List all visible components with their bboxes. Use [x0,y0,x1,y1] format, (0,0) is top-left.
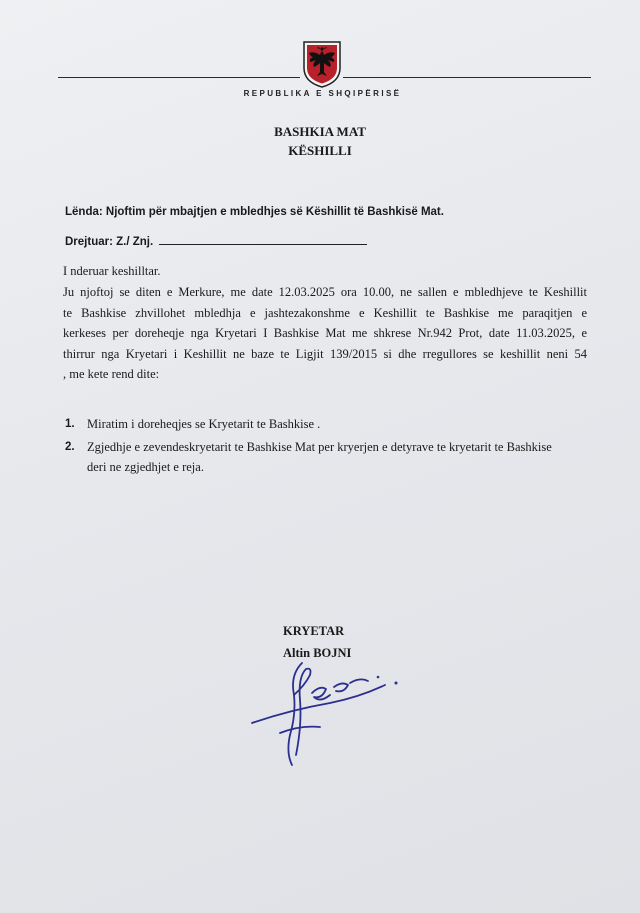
paragraph-line: thirrur nga Kryetari i Keshillit ne baze te Ligjit 139/2015 si dhe rregullores se keshillit neni 54 [63,346,587,361]
signatory-title: KRYETAR [283,624,345,638]
letter-paragraph [63,282,587,385]
council-name: KËSHILLI [288,143,352,158]
addressee-label: Drejtuar: Z./ Znj. [65,236,154,248]
agenda-item-text: Miratim i doreheqjes se Kryetarit te Bashkise . [87,417,321,431]
agenda-item [65,414,585,435]
paragraph-line: te Bashkise zhvillohet mbledhja e jashtezakonshme e Keshillit te Bashkise me paraqitjen e [63,305,587,320]
greeting: I nderuar keshilltar. [63,264,161,278]
addressee-line [65,234,367,248]
paragraph-line: kerkeses per doreheqje nga Kryetari I Bashkise Mat me shkrese Nr.942 Prot, date 11.03.2025, e [63,326,587,340]
agenda-item-text: Zgjedhje e zevendeskryetarit te Bashkise Mat per kryerjen e detyrave te kryetarit te Bashkise deri ne zgjedhjet e reja. [87,439,552,474]
handwritten-signature [250,655,410,770]
header-rule-left [58,77,300,78]
agenda-item-number: 2. [65,440,75,453]
addressee-blank-field [159,234,367,245]
republic-caption: REPUBLIKA E SHQIPËRISË [243,89,402,98]
albanian-emblem-icon [300,38,344,88]
header-rule-right [343,77,591,78]
agenda-item-number: 1. [65,418,75,430]
paragraph-line: , me kete rend dite: [63,367,160,381]
subject-line: Lënda: Njoftim për mbajtjen e mbledhjes së Këshillit të Bashkisë Mat. [65,206,444,218]
agenda-item [65,437,567,478]
signatory-name: Altin BOJNI [283,646,352,660]
agenda-list [65,414,585,480]
institution-name: BASHKIA MAT [274,124,366,139]
paragraph-line: Ju njoftoj se diten e Merkure, me date 12.03.2025 ora 10.00, ne sallen e mbledhjeve te Keshillit [63,285,587,299]
